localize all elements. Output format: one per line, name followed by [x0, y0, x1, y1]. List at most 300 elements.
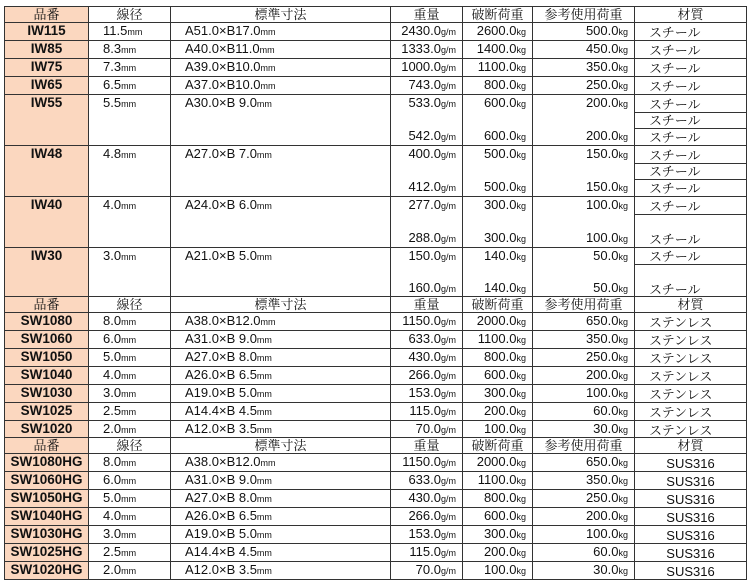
material: スチール: [635, 128, 747, 146]
material: ステンレス: [635, 421, 747, 439]
unit-label: kg: [516, 99, 526, 109]
header-weight: 重量: [391, 7, 463, 23]
unit-label: mm: [121, 530, 137, 540]
unit-label: g/m: [440, 284, 456, 294]
breaking-load: 2000.0kg: [463, 454, 533, 472]
product-code: SW1025: [5, 403, 89, 421]
header-mat: 材質: [635, 438, 747, 454]
weight: 1150.0g/m: [391, 454, 463, 472]
unit-label: kg: [516, 233, 526, 244]
working-load: 250.0kg: [533, 77, 635, 95]
product-code: IW30: [5, 247, 89, 298]
working-load: 350.0kg: [533, 472, 635, 490]
working-load: 200.0kg: [533, 367, 635, 385]
header-row: [5, 7, 747, 23]
product-code: IW55: [5, 95, 89, 146]
breaking-load: 600.0kg: [463, 128, 533, 146]
breaking-load: 300.0kg: [463, 230, 533, 248]
working-load: 30.0kg: [533, 421, 635, 439]
unit-label: kg: [516, 566, 526, 576]
unit-label: kg: [618, 548, 628, 558]
weight: 430.0g/m: [391, 490, 463, 508]
table-row: [5, 313, 747, 331]
weight: 1150.0g/m: [391, 313, 463, 331]
product-code: SW1030HG: [5, 526, 89, 544]
working-load: 500.0kg: [533, 23, 635, 41]
unit-label: kg: [516, 317, 526, 327]
working-load: 200.0kg: [533, 95, 635, 113]
header-dim: 標準寸法: [171, 297, 391, 313]
unit-label: g/m: [440, 183, 456, 193]
standard-dimension: A14.4×B 4.5mm: [171, 544, 391, 562]
unit-label: kg: [516, 494, 526, 504]
weight: [391, 163, 463, 179]
weight: [391, 214, 463, 230]
standard-dimension: A37.0×B10.0mm: [171, 77, 391, 95]
working-load: 50.0kg: [533, 280, 635, 298]
breaking-load: 140.0kg: [463, 280, 533, 298]
weight: 400.0g/m: [391, 146, 463, 164]
working-load: 100.0kg: [533, 385, 635, 403]
unit-label: mm: [121, 458, 137, 468]
unit-label: kg: [516, 335, 526, 345]
unit-label: mm: [256, 389, 272, 399]
product-code: SW1040HG: [5, 508, 89, 526]
unit-label: kg: [618, 425, 628, 435]
unit-label: g/m: [440, 99, 456, 109]
working-load: 60.0kg: [533, 403, 635, 421]
unit-label: mm: [121, 99, 137, 109]
unit-label: mm: [256, 201, 272, 211]
wire-diameter: 5.5mm: [89, 95, 171, 146]
header-wire: 線径: [89, 7, 171, 23]
unit-label: g/m: [440, 425, 456, 435]
unit-label: kg: [516, 183, 526, 193]
unit-label: g/m: [440, 389, 456, 399]
weight: 70.0g/m: [391, 421, 463, 439]
wire-diameter: 5.0mm: [89, 349, 171, 367]
standard-dimension: A19.0×B 5.0mm: [171, 526, 391, 544]
unit-label: mm: [121, 407, 137, 417]
weight: 150.0g/m: [391, 247, 463, 265]
unit-label: kg: [618, 81, 628, 91]
material: スチール: [635, 112, 747, 128]
table-row: [5, 454, 747, 472]
material: SUS316: [635, 454, 747, 472]
working-load: [533, 112, 635, 128]
unit-label: mm: [256, 150, 272, 160]
header-mat: 材質: [635, 297, 747, 313]
unit-label: kg: [516, 425, 526, 435]
unit-label: mm: [256, 566, 272, 576]
header-break: 破断荷重: [463, 7, 533, 23]
unit-label: mm: [260, 63, 276, 73]
material: スチール: [635, 197, 747, 215]
standard-dimension: A31.0×B 9.0mm: [171, 472, 391, 490]
unit-label: kg: [516, 132, 526, 142]
wire-diameter: 5.0mm: [89, 490, 171, 508]
material: SUS316: [635, 526, 747, 544]
working-load: [533, 163, 635, 179]
unit-label: g/m: [440, 407, 456, 417]
standard-dimension: A27.0×B 7.0mm: [171, 146, 391, 197]
weight: 633.0g/m: [391, 472, 463, 490]
standard-dimension: A27.0×B 8.0mm: [171, 349, 391, 367]
breaking-load: 300.0kg: [463, 526, 533, 544]
unit-label: kg: [618, 335, 628, 345]
product-code: IW65: [5, 77, 89, 95]
table-row: [5, 349, 747, 367]
material: SUS316: [635, 508, 747, 526]
wire-diameter: 2.5mm: [89, 544, 171, 562]
unit-label: mm: [121, 566, 137, 576]
standard-dimension: A38.0×B12.0mm: [171, 313, 391, 331]
weight: 115.0g/m: [391, 544, 463, 562]
working-load: [533, 265, 635, 281]
table-row: [5, 247, 747, 265]
wire-diameter: 7.3mm: [89, 59, 171, 77]
standard-dimension: A27.0×B 8.0mm: [171, 490, 391, 508]
breaking-load: 1100.0kg: [463, 331, 533, 349]
wire-diameter: 3.0mm: [89, 526, 171, 544]
table-row: [5, 77, 747, 95]
unit-label: kg: [516, 548, 526, 558]
unit-label: mm: [121, 81, 137, 91]
header-code: 品番: [5, 297, 89, 313]
material: ステンレス: [635, 313, 747, 331]
unit-label: mm: [121, 389, 137, 399]
unit-label: kg: [516, 27, 526, 37]
unit-label: mm: [121, 335, 137, 345]
weight: 277.0g/m: [391, 197, 463, 215]
table-row: [5, 490, 747, 508]
standard-dimension: A51.0×B17.0mm: [171, 23, 391, 41]
material: スチール: [635, 23, 747, 41]
weight: 430.0g/m: [391, 349, 463, 367]
working-load: [533, 214, 635, 230]
unit-label: kg: [618, 494, 628, 504]
breaking-load: 100.0kg: [463, 562, 533, 580]
product-code: SW1060HG: [5, 472, 89, 490]
table-row: [5, 331, 747, 349]
unit-label: g/m: [440, 566, 456, 576]
unit-label: g/m: [440, 45, 456, 55]
unit-label: kg: [516, 63, 526, 73]
unit-label: g/m: [440, 251, 456, 262]
working-load: 450.0kg: [533, 41, 635, 59]
breaking-load: 600.0kg: [463, 367, 533, 385]
unit-label: mm: [121, 548, 137, 558]
unit-label: kg: [618, 27, 628, 37]
unit-label: mm: [121, 150, 137, 160]
table-row: [5, 508, 747, 526]
weight: 412.0g/m: [391, 179, 463, 197]
unit-label: kg: [516, 353, 526, 363]
unit-label: kg: [516, 45, 526, 55]
unit-label: kg: [618, 353, 628, 363]
product-code: SW1050HG: [5, 490, 89, 508]
standard-dimension: A39.0×B10.0mm: [171, 59, 391, 77]
material: SUS316: [635, 562, 747, 580]
unit-label: g/m: [440, 63, 456, 73]
unit-label: kg: [618, 63, 628, 73]
standard-dimension: A12.0×B 3.5mm: [171, 562, 391, 580]
material: SUS316: [635, 490, 747, 508]
material: スチール: [635, 95, 747, 113]
product-code: IW40: [5, 197, 89, 248]
wire-diameter: 4.0mm: [89, 367, 171, 385]
unit-label: kg: [516, 81, 526, 91]
table-row: [5, 544, 747, 562]
material: ステンレス: [635, 349, 747, 367]
unit-label: mm: [121, 371, 137, 381]
unit-label: kg: [516, 251, 526, 262]
unit-label: g/m: [440, 548, 456, 558]
unit-label: kg: [516, 458, 526, 468]
unit-label: kg: [618, 45, 628, 55]
unit-label: mm: [121, 425, 137, 435]
weight: 70.0g/m: [391, 562, 463, 580]
material: [635, 265, 747, 281]
unit-label: kg: [516, 150, 526, 160]
unit-label: kg: [618, 201, 628, 211]
breaking-load: 1400.0kg: [463, 41, 533, 59]
unit-label: mm: [256, 494, 272, 504]
unit-label: kg: [618, 389, 628, 399]
unit-label: kg: [618, 458, 628, 468]
header-weight: 重量: [391, 438, 463, 454]
breaking-load: 200.0kg: [463, 403, 533, 421]
wire-diameter: 8.0mm: [89, 454, 171, 472]
unit-label: mm: [256, 407, 272, 417]
breaking-load: 500.0kg: [463, 179, 533, 197]
product-code: SW1050: [5, 349, 89, 367]
unit-label: kg: [618, 476, 628, 486]
unit-label: kg: [618, 566, 628, 576]
table-row: [5, 526, 747, 544]
sw-hg-table: [4, 437, 747, 580]
material: [635, 214, 747, 230]
header-break: 破断荷重: [463, 297, 533, 313]
material: スチール: [635, 59, 747, 77]
breaking-load: [463, 214, 533, 230]
header-break: 破断荷重: [463, 438, 533, 454]
breaking-load: 2600.0kg: [463, 23, 533, 41]
breaking-load: 1100.0kg: [463, 472, 533, 490]
weight: 266.0g/m: [391, 508, 463, 526]
unit-label: mm: [121, 353, 137, 363]
material: ステンレス: [635, 331, 747, 349]
material: スチール: [635, 179, 747, 197]
table-row: [5, 59, 747, 77]
header-mat: 材質: [635, 7, 747, 23]
unit-label: kg: [618, 251, 628, 262]
wire-diameter: 4.0mm: [89, 508, 171, 526]
unit-label: kg: [516, 407, 526, 417]
weight: [391, 265, 463, 281]
table-row: [5, 403, 747, 421]
header-wire: 線径: [89, 297, 171, 313]
unit-label: kg: [618, 183, 628, 193]
unit-label: mm: [121, 476, 137, 486]
weight: 1000.0g/m: [391, 59, 463, 77]
material: スチール: [635, 146, 747, 164]
unit-label: g/m: [440, 494, 456, 504]
material: スチール: [635, 41, 747, 59]
breaking-load: 100.0kg: [463, 421, 533, 439]
standard-dimension: A40.0×B11.0mm: [171, 41, 391, 59]
unit-label: g/m: [440, 150, 456, 160]
working-load: 150.0kg: [533, 146, 635, 164]
unit-label: kg: [618, 233, 628, 244]
product-code: SW1040: [5, 367, 89, 385]
header-weight: 重量: [391, 297, 463, 313]
working-load: 200.0kg: [533, 508, 635, 526]
material: スチール: [635, 247, 747, 265]
standard-dimension: A30.0×B 9.0mm: [171, 95, 391, 146]
material: スチール: [635, 280, 747, 298]
unit-label: mm: [121, 251, 137, 262]
material: スチール: [635, 230, 747, 248]
unit-label: mm: [260, 317, 276, 327]
table-row: [5, 367, 747, 385]
material: SUS316: [635, 544, 747, 562]
unit-label: g/m: [440, 458, 456, 468]
header-use: 参考使用荷重: [533, 7, 635, 23]
unit-label: kg: [618, 150, 628, 160]
weight: 153.0g/m: [391, 526, 463, 544]
breaking-load: 300.0kg: [463, 385, 533, 403]
table-row: [5, 197, 747, 215]
weight: 2430.0g/m: [391, 23, 463, 41]
wire-diameter: 4.0mm: [89, 197, 171, 248]
standard-dimension: A26.0×B 6.5mm: [171, 367, 391, 385]
breaking-load: 800.0kg: [463, 77, 533, 95]
unit-label: kg: [516, 201, 526, 211]
header-dim: 標準寸法: [171, 438, 391, 454]
table-row: [5, 146, 747, 164]
wire-diameter: 3.0mm: [89, 385, 171, 403]
breaking-load: [463, 163, 533, 179]
wire-diameter: 4.8mm: [89, 146, 171, 197]
working-load: 650.0kg: [533, 313, 635, 331]
wire-diameter: 2.0mm: [89, 562, 171, 580]
breaking-load: 800.0kg: [463, 490, 533, 508]
unit-label: mm: [260, 81, 276, 91]
unit-label: g/m: [440, 371, 456, 381]
breaking-load: 300.0kg: [463, 197, 533, 215]
product-code: SW1025HG: [5, 544, 89, 562]
unit-label: mm: [121, 494, 137, 504]
product-code: IW85: [5, 41, 89, 59]
working-load: 200.0kg: [533, 128, 635, 146]
unit-label: g/m: [440, 27, 456, 37]
header-dim: 標準寸法: [171, 7, 391, 23]
breaking-load: [463, 112, 533, 128]
material: ステンレス: [635, 367, 747, 385]
header-use: 参考使用荷重: [533, 297, 635, 313]
unit-label: kg: [618, 99, 628, 109]
breaking-load: 2000.0kg: [463, 313, 533, 331]
unit-label: mm: [260, 27, 276, 37]
unit-label: kg: [618, 284, 628, 294]
unit-label: g/m: [440, 132, 456, 142]
working-load: 350.0kg: [533, 59, 635, 77]
unit-label: mm: [256, 251, 272, 262]
weight: 288.0g/m: [391, 230, 463, 248]
wire-diameter: 8.3mm: [89, 41, 171, 59]
working-load: 250.0kg: [533, 490, 635, 508]
unit-label: mm: [121, 63, 137, 73]
product-code: SW1080HG: [5, 454, 89, 472]
weight: 533.0g/m: [391, 95, 463, 113]
unit-label: g/m: [440, 201, 456, 211]
unit-label: kg: [516, 512, 526, 522]
unit-label: kg: [618, 512, 628, 522]
working-load: 30.0kg: [533, 562, 635, 580]
unit-label: mm: [121, 45, 137, 55]
table-row: [5, 41, 747, 59]
unit-label: kg: [516, 284, 526, 294]
table-row: [5, 95, 747, 113]
header-code: 品番: [5, 438, 89, 454]
header-row: [5, 438, 747, 454]
weight: 266.0g/m: [391, 367, 463, 385]
wire-diameter: 6.0mm: [89, 331, 171, 349]
wire-diameter: 6.0mm: [89, 472, 171, 490]
product-code: SW1060: [5, 331, 89, 349]
unit-label: mm: [260, 458, 276, 468]
header-row: [5, 297, 747, 313]
breaking-load: 1100.0kg: [463, 59, 533, 77]
header-use: 参考使用荷重: [533, 438, 635, 454]
material: ステンレス: [635, 385, 747, 403]
unit-label: g/m: [440, 233, 456, 244]
product-code: SW1080: [5, 313, 89, 331]
standard-dimension: A38.0×B12.0mm: [171, 454, 391, 472]
breaking-load: 600.0kg: [463, 508, 533, 526]
unit-label: mm: [256, 99, 272, 109]
weight: 542.0g/m: [391, 128, 463, 146]
breaking-load: 800.0kg: [463, 349, 533, 367]
unit-label: mm: [256, 530, 272, 540]
material: ステンレス: [635, 403, 747, 421]
standard-dimension: A12.0×B 3.5mm: [171, 421, 391, 439]
standard-dimension: A14.4×B 4.5mm: [171, 403, 391, 421]
unit-label: kg: [618, 371, 628, 381]
working-load: 350.0kg: [533, 331, 635, 349]
breaking-load: 200.0kg: [463, 544, 533, 562]
unit-label: mm: [121, 317, 137, 327]
table-row: [5, 472, 747, 490]
table-row: [5, 385, 747, 403]
unit-label: g/m: [440, 476, 456, 486]
unit-label: g/m: [440, 81, 456, 91]
breaking-load: 600.0kg: [463, 95, 533, 113]
unit-label: kg: [618, 530, 628, 540]
breaking-load: 500.0kg: [463, 146, 533, 164]
header-code: 品番: [5, 7, 89, 23]
unit-label: mm: [256, 353, 272, 363]
unit-label: g/m: [440, 353, 456, 363]
wire-diameter: 8.0mm: [89, 313, 171, 331]
working-load: 100.0kg: [533, 230, 635, 248]
unit-label: mm: [256, 425, 272, 435]
breaking-load: [463, 265, 533, 281]
unit-label: kg: [516, 371, 526, 381]
unit-label: g/m: [440, 317, 456, 327]
unit-label: kg: [618, 407, 628, 417]
